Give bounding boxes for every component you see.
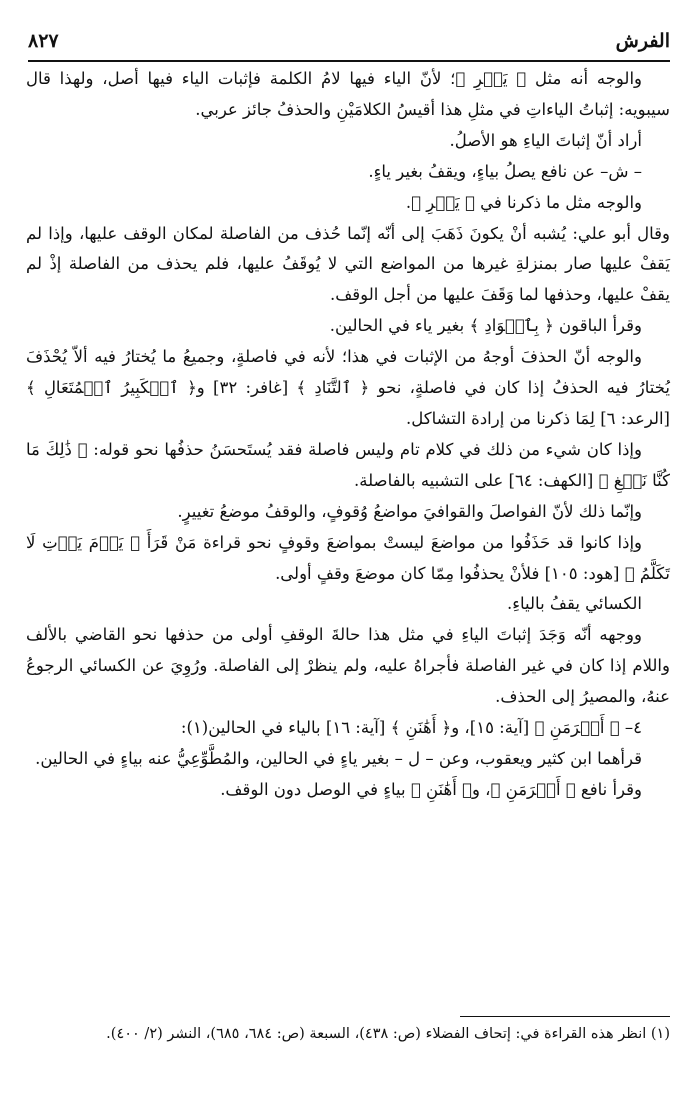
paragraph: والوجه أنه مثل ﴿ يَسۡرِ ﴾؛ لأنّ الياء فيها لامُ الكلمة فإثبات الياء فيها أصل، ولهذا قال سيبويه: إثباتُ الياءاتِ في مثلِ هذا أقيسُ الكلامَيْنِ والحذفُ جائز عربي. bbox=[26, 69, 670, 119]
paragraph: أراد أنّ إثباتَ الياءِ هو الأصلُ. bbox=[449, 130, 642, 150]
main-text bbox=[26, 64, 670, 806]
header-divider bbox=[28, 60, 670, 62]
paragraph: ٤– ﴿ أَكۡرَمَنِ ﴾ [آية: ١٥]، و﴿ أَهَٰنَنِ ﴾ [آية: ١٦] بالياء في الحالين(١): bbox=[180, 718, 642, 738]
paragraph: وقرأ الباقون ﴿ بِٱلۡوَادِ ﴾ بغير ياء في الحالين. bbox=[329, 316, 642, 336]
paragraph: والوجه مثل ما ذكرنا في ﴿ يَسۡرِ ﴾. bbox=[405, 192, 642, 212]
paragraph: وإذا كان شيء من ذلك في كلام تام وليس فاصلة فقد يُستَحسَنُ حذفُها نحو قوله: ﴿ ذَٰلِكَ مَا كُنَّا نَبۡغِ ﴾ [الكهف: ٦٤] على التشبيه بالفاصلة. bbox=[26, 439, 670, 490]
paragraph: وقال أبو علي: يُشبه أنْ يكونَ ذَهَبَ إلى أنّه إنّما حُذف من الفاصلة لمكان الوقف عليها، وإذا لم يَقفْ عليها صار بمنزلةِ غيرها من المواضع التي لا يُوقَفُ عليها، فلم يحذف من الفاصلة إذْ لم يقفْ عليها، وحذفها لما وَقَفَ عليها من أجل الوقف. bbox=[26, 223, 670, 305]
paragraph: – ش– عن نافع يصلُ بياءٍ، ويقفُ بغير ياءٍ. bbox=[368, 161, 642, 181]
chapter-title: الفرش bbox=[615, 30, 670, 52]
paragraph: والوجه أنّ الحذفَ أوجهُ من الإثبات في هذا؛ لأنه في فاصلةٍ، وجميعُ ما يُختارُ فيه ألاّ يُحْذَفَ يُختارُ فيه الحذفُ إذا كان في فاصلةٍ، نحو ﴿ ٱلتَّنَادِ ﴾ [غافر: ٣٢] و﴿ ٱلۡكَبِيرُ ٱلۡمُتَعَالِ ﴾ [الرعد: ٦] لِمَا ذكرنا من إرادة التشاكل. bbox=[26, 347, 670, 428]
paragraph: وإنّما ذلك لأنّ الفواصلَ والقوافيَ مواضعُ وُقوفٍ، والوقفُ موضعُ تغييرٍ. bbox=[177, 501, 642, 521]
page-number: ٨٢٧ bbox=[28, 30, 59, 52]
page-header bbox=[28, 26, 670, 56]
paragraph: الكسائي يقفُ بالياءِ. bbox=[507, 594, 642, 614]
paragraph: وإذا كانوا قد حَذَفُوا من مواضعَ ليستْ بمواضعَ وقوفٍ نحو قراءة مَنْ قَرَأَ ﴿ يَوۡمَ يَأۡتِ لَا تَكَلَّمُ ﴾ [هود: ١٠٥] فلأنْ يحذفُوا مِمّا كان موضعَ وقفٍ أولى. bbox=[26, 532, 670, 583]
paragraph: وقرأ نافع ﴿ أَكۡرَمَنِ ﴾، و﴿ أَهَٰنَنِ ﴾ بياءٍ في الوصل دون الوقف. bbox=[220, 779, 642, 799]
footnote: (١) انظر هذه القراءة في: إتحاف الفضلاء (ص: ٤٣٨)، السبعة (ص: ٦٨٤، ٦٨٥)، النشر (٢/ ٤٠٠). bbox=[106, 1026, 670, 1042]
paragraph: قرأهما ابن كثير ويعقوب، وعن – ل – بغير ياءٍ في الحالين، والمُطَّوِّعِيُّ عنه بياءٍ في الحالين. bbox=[35, 748, 642, 768]
footnote-divider bbox=[460, 1016, 670, 1017]
paragraph: ووجهه أنّه وَجَدَ إثباتَ الياءِ في مثل هذا حالةَ الوقفِ أولى من حذفها نحو القاضي بالألف واللام إذا كان في غير الفاصلة فأجراهُ عليه، ولم ينظرْ إلى الفاصلة. ورُوِيَ عن الكسائي الرجوعُ عنهُ، والمصيرُ إلى الحذف. bbox=[26, 625, 670, 707]
